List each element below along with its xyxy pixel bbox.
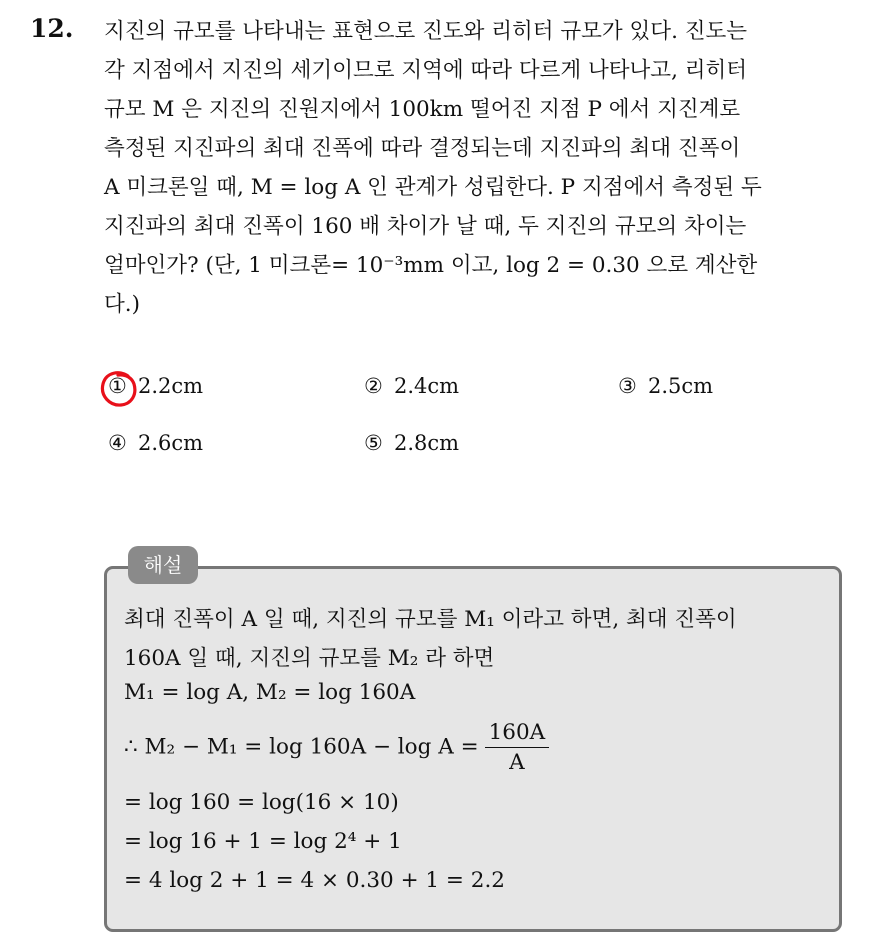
choice-mark: ④ bbox=[108, 431, 127, 455]
solution-line: = 4 log 2 + 1 = 4 × 0.30 + 1 = 2.2 bbox=[124, 868, 505, 893]
choice-mark: ① bbox=[108, 374, 127, 398]
question-line: 측정된 지진파의 최대 진폭에 따라 결정되는데 지진파의 최대 진폭이 bbox=[104, 136, 741, 161]
choice-5[interactable] bbox=[364, 431, 459, 455]
choice-mark: ② bbox=[364, 374, 383, 398]
choice-text: 2.8cm bbox=[394, 431, 460, 455]
answer-choices bbox=[102, 370, 802, 480]
solution-line: 160A 일 때, 지진의 규모를 M₂ 라 하면 bbox=[124, 646, 495, 671]
fraction bbox=[485, 720, 550, 775]
solution-line: M₁ = log A, M₂ = log 160A bbox=[124, 680, 416, 705]
solution-equation bbox=[124, 720, 549, 775]
question-number: 12. bbox=[30, 14, 74, 43]
choice-4[interactable] bbox=[108, 431, 203, 455]
question-line: 지진파의 최대 진폭이 160 배 차이가 날 때, 두 지진의 규모의 차이는 bbox=[104, 214, 747, 239]
choice-mark: ③ bbox=[618, 374, 637, 398]
solution-line: 최대 진폭이 A 일 때, 지진의 규모를 M₁ 이라고 하면, 최대 진폭이 bbox=[124, 607, 737, 632]
question-text bbox=[104, 12, 864, 324]
choice-text: 2.6cm bbox=[138, 431, 204, 455]
choice-text: 2.2cm bbox=[138, 374, 204, 398]
question-line: 규모 M 은 지진의 진원지에서 100km 떨어진 지점 P 에서 지진계로 bbox=[104, 97, 741, 122]
question-line: 지진의 규모를 나타내는 표현으로 진도와 리히터 규모가 있다. 진도는 bbox=[104, 19, 748, 44]
choice-1[interactable] bbox=[108, 374, 203, 398]
fraction-denominator: A bbox=[509, 750, 525, 775]
solution-line: = log 160 = log(16 × 10) bbox=[124, 790, 399, 815]
choice-2[interactable] bbox=[364, 374, 459, 398]
solution-tag: 해설 bbox=[128, 546, 198, 584]
question-line: A 미크론일 때, M = log A 인 관계가 성립한다. P 지점에서 측정된 두 bbox=[104, 175, 762, 200]
choice-text: 2.4cm bbox=[394, 374, 460, 398]
question-line: 다.) bbox=[104, 292, 140, 317]
solution-equation-lhs: ∴ M₂ − M₁ = log 160A − log A = bbox=[124, 734, 479, 760]
choice-3[interactable] bbox=[618, 374, 713, 398]
solution-line: = log 16 + 1 = log 2⁴ + 1 bbox=[124, 829, 402, 854]
choice-mark: ⑤ bbox=[364, 431, 383, 455]
choice-text: 2.5cm bbox=[648, 374, 714, 398]
question-line: 얼마인가? (단, 1 미크론= 10⁻³mm 이고, log 2 = 0.30 으로 계산한 bbox=[104, 253, 758, 278]
question-line: 각 지점에서 지진의 세기이므로 지역에 따라 다르게 나타나고, 리히터 bbox=[104, 58, 748, 83]
fraction-numerator: 160A bbox=[485, 720, 550, 748]
